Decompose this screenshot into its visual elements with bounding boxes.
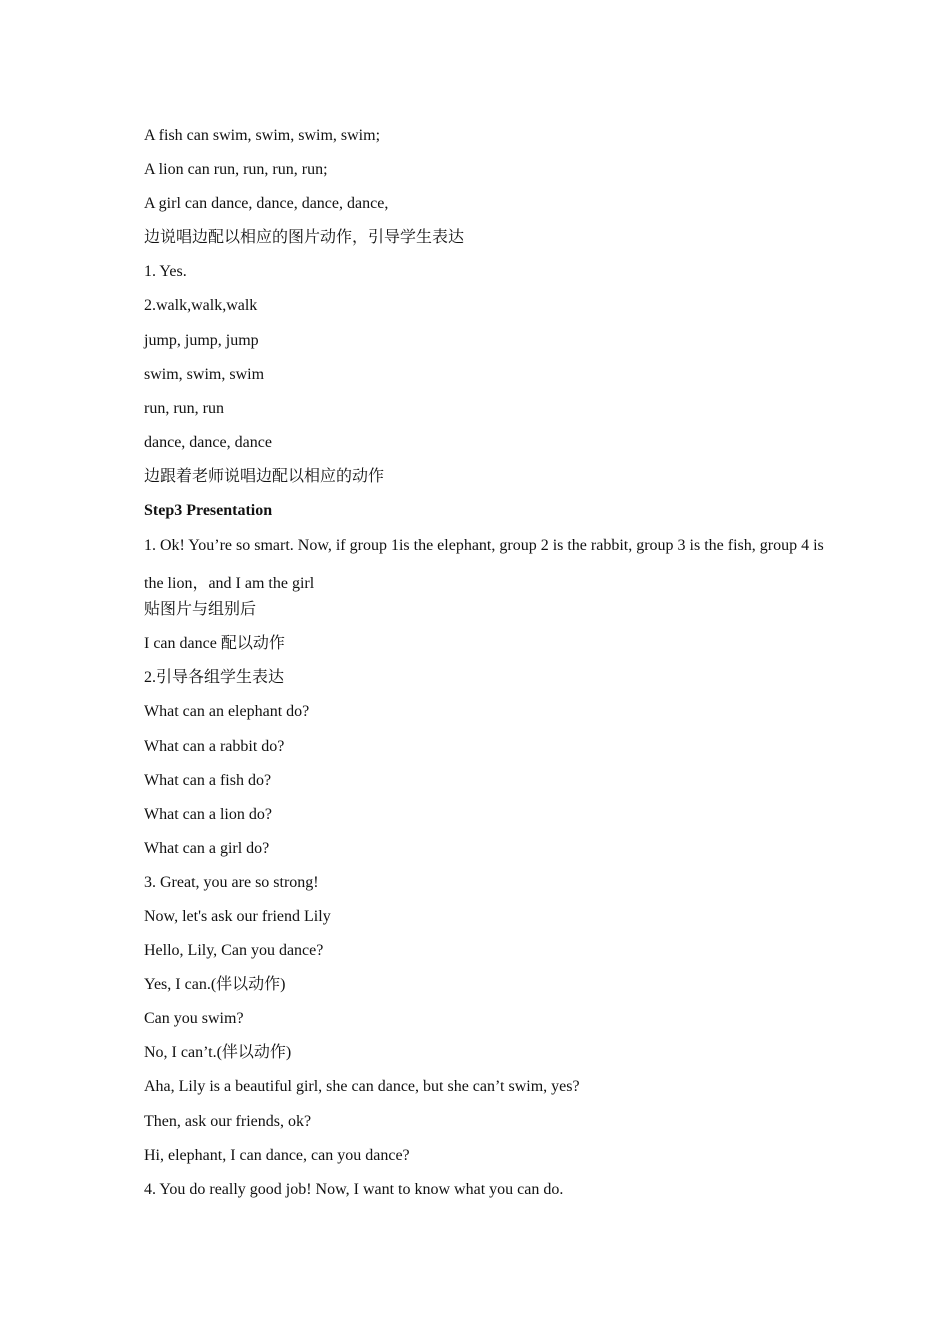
text-line: What can a lion do? bbox=[144, 805, 272, 823]
text-line: A girl can dance, dance, dance, dance, bbox=[144, 195, 389, 213]
text-line: A fish can swim, swim, swim, swim; bbox=[144, 127, 381, 144]
text-line: Can you swim? bbox=[144, 1010, 244, 1028]
text-line: 边说唱边配以相应的图片动作，引导学生表达 bbox=[144, 229, 465, 247]
text-line: Yes, I can.(伴以动作) bbox=[144, 976, 286, 994]
text-line: Aha, Lily is a beautiful girl, she can dance, but she can’t swim, yes? bbox=[144, 1078, 580, 1096]
text-line: Hi, elephant, I can dance, can you dance? bbox=[144, 1146, 410, 1164]
text-line: run, run, run bbox=[144, 399, 224, 417]
text-line: 1. Yes. bbox=[144, 263, 187, 281]
text-line: What can a girl do? bbox=[144, 839, 270, 857]
text-line: No, I can’t.(伴以动作) bbox=[144, 1044, 292, 1062]
paragraph: 1. Ok! You’re so smart. Now, if group 1is the elephant, group 2 is the rabbit, group 3 is the fish, group 4 is the lion，and I am the girl bbox=[144, 537, 824, 593]
section-heading: Step3 Presentation bbox=[144, 502, 273, 520]
text-line: Hello, Lily, Can you dance? bbox=[144, 942, 324, 960]
text-line: 3. Great, you are so strong! bbox=[144, 873, 319, 891]
text-line: A lion can run, run, run, run; bbox=[144, 161, 328, 179]
text-line: 4. You do really good job! Now, I want to know what you can do. bbox=[144, 1180, 564, 1198]
text-line: swim, swim, swim bbox=[144, 365, 265, 383]
text-line: 贴图片与组别后 bbox=[144, 601, 257, 619]
text-line: What can a rabbit do? bbox=[144, 737, 285, 755]
document-body bbox=[144, 124, 824, 1212]
text-line: What can an elephant do? bbox=[144, 703, 310, 721]
text-line: I can dance 配以动作 bbox=[144, 635, 285, 653]
text-line: jump, jump, jump bbox=[144, 331, 259, 349]
text-line: Then, ask our friends, ok? bbox=[144, 1112, 312, 1130]
text-line: 2.walk,walk,walk bbox=[144, 297, 258, 315]
text-line: 2.引导各组学生表达 bbox=[144, 669, 285, 687]
text-line: 边跟着老师说唱边配以相应的动作 bbox=[144, 467, 385, 485]
text-line: dance, dance, dance bbox=[144, 433, 272, 451]
text-line: What can a fish do? bbox=[144, 771, 272, 789]
text-line: Now, let's ask our friend Lily bbox=[144, 907, 331, 925]
